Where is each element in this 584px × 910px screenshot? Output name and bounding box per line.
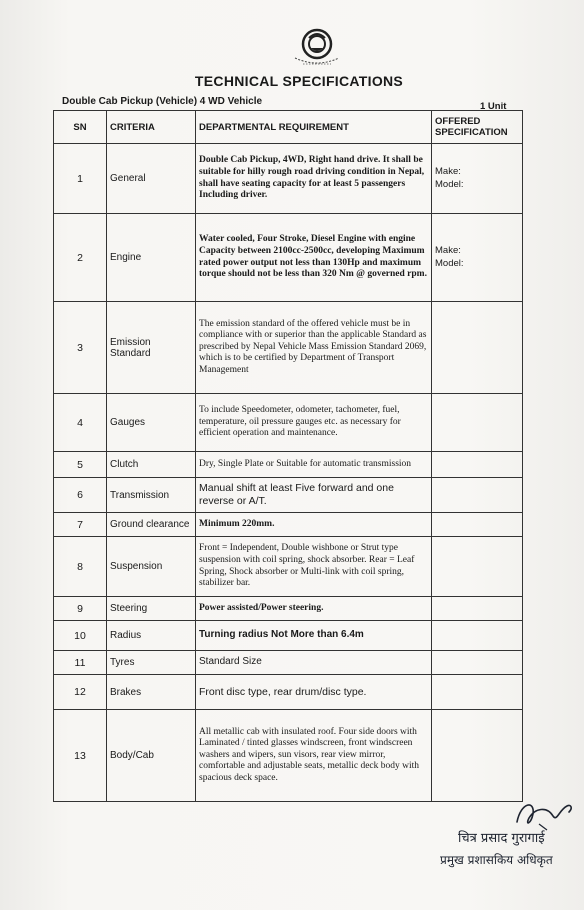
row-criteria: Ground clearance — [107, 513, 196, 537]
row-offered[interactable] — [432, 394, 523, 452]
row-requirement: Front disc type, rear drum/disc type. — [196, 675, 432, 710]
row-criteria: Engine — [107, 214, 196, 302]
offered-model-label: Model: — [435, 257, 464, 269]
table-row — [54, 452, 523, 478]
row-requirement: Turning radius Not More than 6.4m — [196, 621, 432, 651]
row-sn: 9 — [54, 597, 107, 621]
table-row — [54, 710, 523, 802]
signatory-designation: प्रमुख प्रशासकिय अधिकृत — [440, 853, 553, 867]
row-criteria: Suspension — [107, 537, 196, 597]
offered-make-label: Make: — [435, 166, 461, 178]
specification-table — [53, 110, 523, 802]
row-criteria: Transmission — [107, 478, 196, 513]
table-row — [54, 537, 523, 597]
row-sn: 12 — [54, 675, 107, 710]
quantity-label: 1 Unit — [480, 101, 507, 112]
table-row — [54, 675, 523, 710]
row-sn: 2 — [54, 214, 107, 302]
table-row — [54, 302, 523, 394]
row-sn: 8 — [54, 537, 107, 597]
page-title: TECHNICAL SPECIFICATIONS — [194, 73, 404, 89]
table-row — [54, 513, 523, 537]
row-sn: 11 — [54, 651, 107, 675]
row-sn: 4 — [54, 394, 107, 452]
table-row — [54, 621, 523, 651]
row-requirement: The emission standard of the offered vehicle must be in compliance with or superior than the applicable Standard as prescribed by Nepal Vehicle Mass Emission Standard 2069, which is to be certified by Department of Transport Management — [196, 302, 432, 394]
row-requirement: Power assisted/Power steering. — [196, 597, 432, 621]
row-requirement: Minimum 220mm. — [196, 513, 432, 537]
row-criteria: Gauges — [107, 394, 196, 452]
row-criteria: Tyres — [107, 651, 196, 675]
table-row — [54, 597, 523, 621]
row-offered[interactable] — [432, 214, 523, 302]
table-row — [54, 478, 523, 513]
row-offered[interactable] — [432, 621, 523, 651]
offered-make-label: Make: — [435, 245, 461, 257]
column-header-sn: SN — [54, 111, 107, 144]
row-sn: 5 — [54, 452, 107, 478]
signatory-name: चित्र प्रसाद गुरागाई — [458, 831, 545, 846]
row-requirement: All metallic cab with insulated roof. Four side doors with Laminated / tinted glasses windscreen, front windscreen washers and wipers, sun visors, rear view mirror, comfortable and adjustable seats, metallic deck body with spacious deck space. — [196, 710, 432, 802]
column-header-offered: OFFERED SPECIFICATION — [432, 111, 523, 144]
row-requirement: Manual shift at least Five forward and one reverse or A/T. — [196, 478, 432, 513]
row-requirement: Standard Size — [196, 651, 432, 675]
row-offered[interactable] — [432, 597, 523, 621]
row-criteria: Body/Cab — [107, 710, 196, 802]
table-row — [54, 214, 523, 302]
row-requirement: Double Cab Pickup, 4WD, Right hand drive. It shall be suitable for hilly rough road driving condition in Nepal, shall have seating capacity for at least 5 passengers Including driver. — [196, 144, 432, 214]
row-sn: 6 — [54, 478, 107, 513]
table-row — [54, 144, 523, 214]
row-offered[interactable] — [432, 452, 523, 478]
row-sn: 7 — [54, 513, 107, 537]
row-requirement: To include Speedometer, odometer, tachometer, fuel, temperature, oil pressure gauges etc. as necessary for efficient operation and maintenance. — [196, 394, 432, 452]
row-offered[interactable] — [432, 144, 523, 214]
row-sn: 13 — [54, 710, 107, 802]
row-sn: 1 — [54, 144, 107, 214]
row-offered[interactable] — [432, 478, 523, 513]
row-offered[interactable] — [432, 537, 523, 597]
row-offered[interactable] — [432, 513, 523, 537]
row-criteria: Brakes — [107, 675, 196, 710]
row-sn: 10 — [54, 621, 107, 651]
row-offered[interactable] — [432, 302, 523, 394]
government-seal-icon — [287, 24, 347, 72]
row-offered[interactable] — [432, 651, 523, 675]
row-requirement: Water cooled, Four Stroke, Diesel Engine with engine Capacity between 2100cc-2500cc, developing Maximum rated power output not less than 130Hp and maximum torque should not be less than 320 Nm @ governed rpm. — [196, 214, 432, 302]
row-requirement: Dry, Single Plate or Suitable for automatic transmission — [196, 452, 432, 478]
row-offered[interactable] — [432, 675, 523, 710]
offered-model-label: Model: — [435, 178, 464, 190]
column-header-criteria: CRITERIA — [107, 111, 196, 144]
row-offered[interactable] — [432, 710, 523, 802]
row-criteria: Emission Standard — [107, 302, 196, 394]
row-criteria: Steering — [107, 597, 196, 621]
vehicle-heading: Double Cab Pickup (Vehicle) 4 WD Vehicle — [62, 96, 263, 107]
row-criteria: Radius — [107, 621, 196, 651]
row-criteria: General — [107, 144, 196, 214]
row-criteria: Clutch — [107, 452, 196, 478]
column-header-requirement: DEPARTMENTAL REQUIREMENT — [196, 111, 432, 144]
table-header-row — [54, 111, 523, 144]
table-row — [54, 651, 523, 675]
row-sn: 3 — [54, 302, 107, 394]
table-row — [54, 394, 523, 452]
row-requirement: Front = Independent, Double wishbone or Strut type suspension with coil spring, shock absorber. Rear = Leaf Spring, Shock absorber or Multi-link with coil spring, stabilizer bar. — [196, 537, 432, 597]
